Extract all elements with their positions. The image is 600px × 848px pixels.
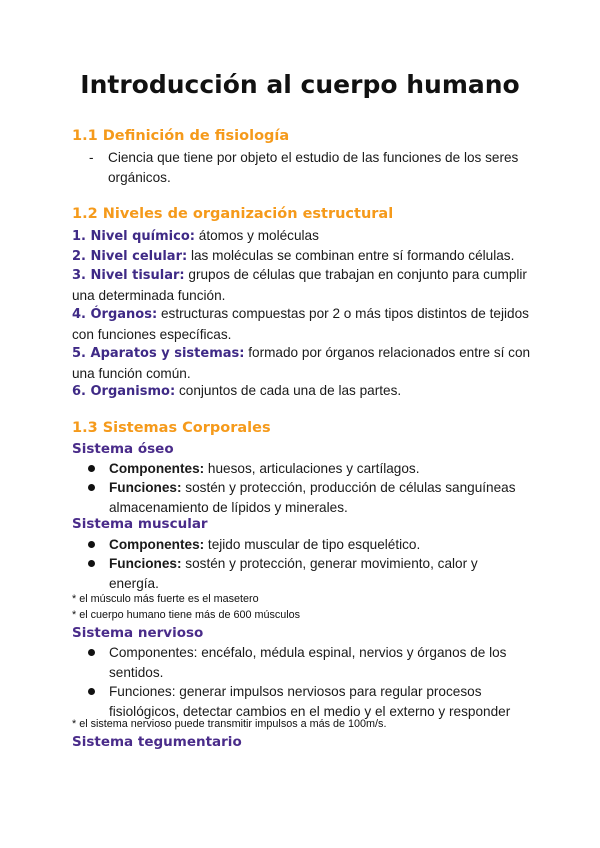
bullet-icon: [88, 484, 95, 491]
system-heading-muscular: Sistema muscular: [72, 516, 208, 532]
bullet-icon: [88, 465, 95, 472]
bullet-icon: [88, 688, 95, 695]
item-text: tejido muscular de tipo esquelético.: [204, 537, 421, 552]
item-label: Funciones:: [109, 480, 182, 495]
system-heading-oseo: Sistema óseo: [72, 441, 174, 457]
bullet-icon: [88, 541, 95, 548]
item-text: sostén y protección, producción de células sanguíneas almacenamiento de lípidos y minerales.: [109, 480, 516, 515]
level-text: grupos de células que trabajan en conjunto para cumplir una determinada función.: [72, 267, 527, 303]
item-label: Componentes:: [109, 461, 205, 476]
item-label: Funciones:: [109, 556, 182, 571]
list-item: [88, 478, 528, 517]
level-item: [72, 246, 542, 267]
bullet-icon: [88, 560, 95, 567]
definition-item: [90, 148, 520, 187]
item-text: Funciones: generar impulsos nerviosos para regular procesos fisiológicos, detectar cambios en el medio y el externo y responder: [109, 684, 511, 719]
level-item: [72, 304, 542, 344]
level-text: las moléculas se combinan entre sí formando células.: [187, 248, 515, 263]
footnote: * el músculo más fuerte es el masetero: [72, 593, 259, 605]
level-item: [72, 226, 542, 247]
list-item: [88, 554, 528, 593]
level-label: 5. Aparatos y sistemas:: [72, 346, 245, 361]
section-heading-niveles: 1.2 Niveles de organización estructural: [72, 206, 394, 222]
level-label: 1. Nivel químico:: [72, 229, 195, 244]
level-label: 6. Organismo:: [72, 384, 176, 399]
level-label: 2. Nivel celular:: [72, 249, 188, 264]
list-item: [88, 643, 528, 682]
item-text: sostén y protección, generar movimiento, calor y energía.: [109, 556, 478, 591]
footnote: * el sistema nervioso puede transmitir impulsos a más de 100m/s.: [72, 718, 387, 730]
bullet-icon: [88, 649, 95, 656]
list-item: [88, 535, 528, 555]
item-label: Componentes:: [109, 537, 205, 552]
system-heading-tegumentario: Sistema tegumentario: [72, 734, 242, 750]
footnote: * el cuerpo humano tiene más de 600 músculos: [72, 609, 301, 621]
level-text: átomos y moléculas: [194, 228, 319, 243]
list-item: [88, 682, 528, 721]
page-title: Introducción al cuerpo humano: [80, 70, 520, 99]
item-text: Componentes: encéfalo, médula espinal, nervios y órganos de los sentidos.: [109, 645, 507, 680]
dash-marker: -: [89, 150, 94, 165]
level-text: conjuntos de cada una de las partes.: [175, 383, 402, 398]
list-item: [88, 459, 528, 479]
level-item: [72, 265, 542, 305]
section-heading-sistemas: 1.3 Sistemas Corporales: [72, 420, 271, 436]
section-heading-definicion: 1.1 Definición de fisiología: [72, 128, 290, 144]
level-item: [72, 381, 542, 402]
item-text: huesos, articulaciones y cartílagos.: [204, 461, 420, 476]
level-text: formado por órganos relacionados entre sí con una función común.: [72, 345, 531, 381]
level-item: [72, 343, 542, 383]
level-text: estructuras compuestas por 2 o más tipos distintos de tejidos con funciones específicas.: [72, 306, 529, 342]
level-label: 3. Nivel tisular:: [72, 268, 185, 283]
level-label: 4. Órganos:: [72, 307, 158, 322]
system-heading-nervioso: Sistema nervioso: [72, 625, 204, 641]
definition-text: Ciencia que tiene por objeto el estudio de las funciones de los seres orgánicos.: [108, 150, 519, 185]
